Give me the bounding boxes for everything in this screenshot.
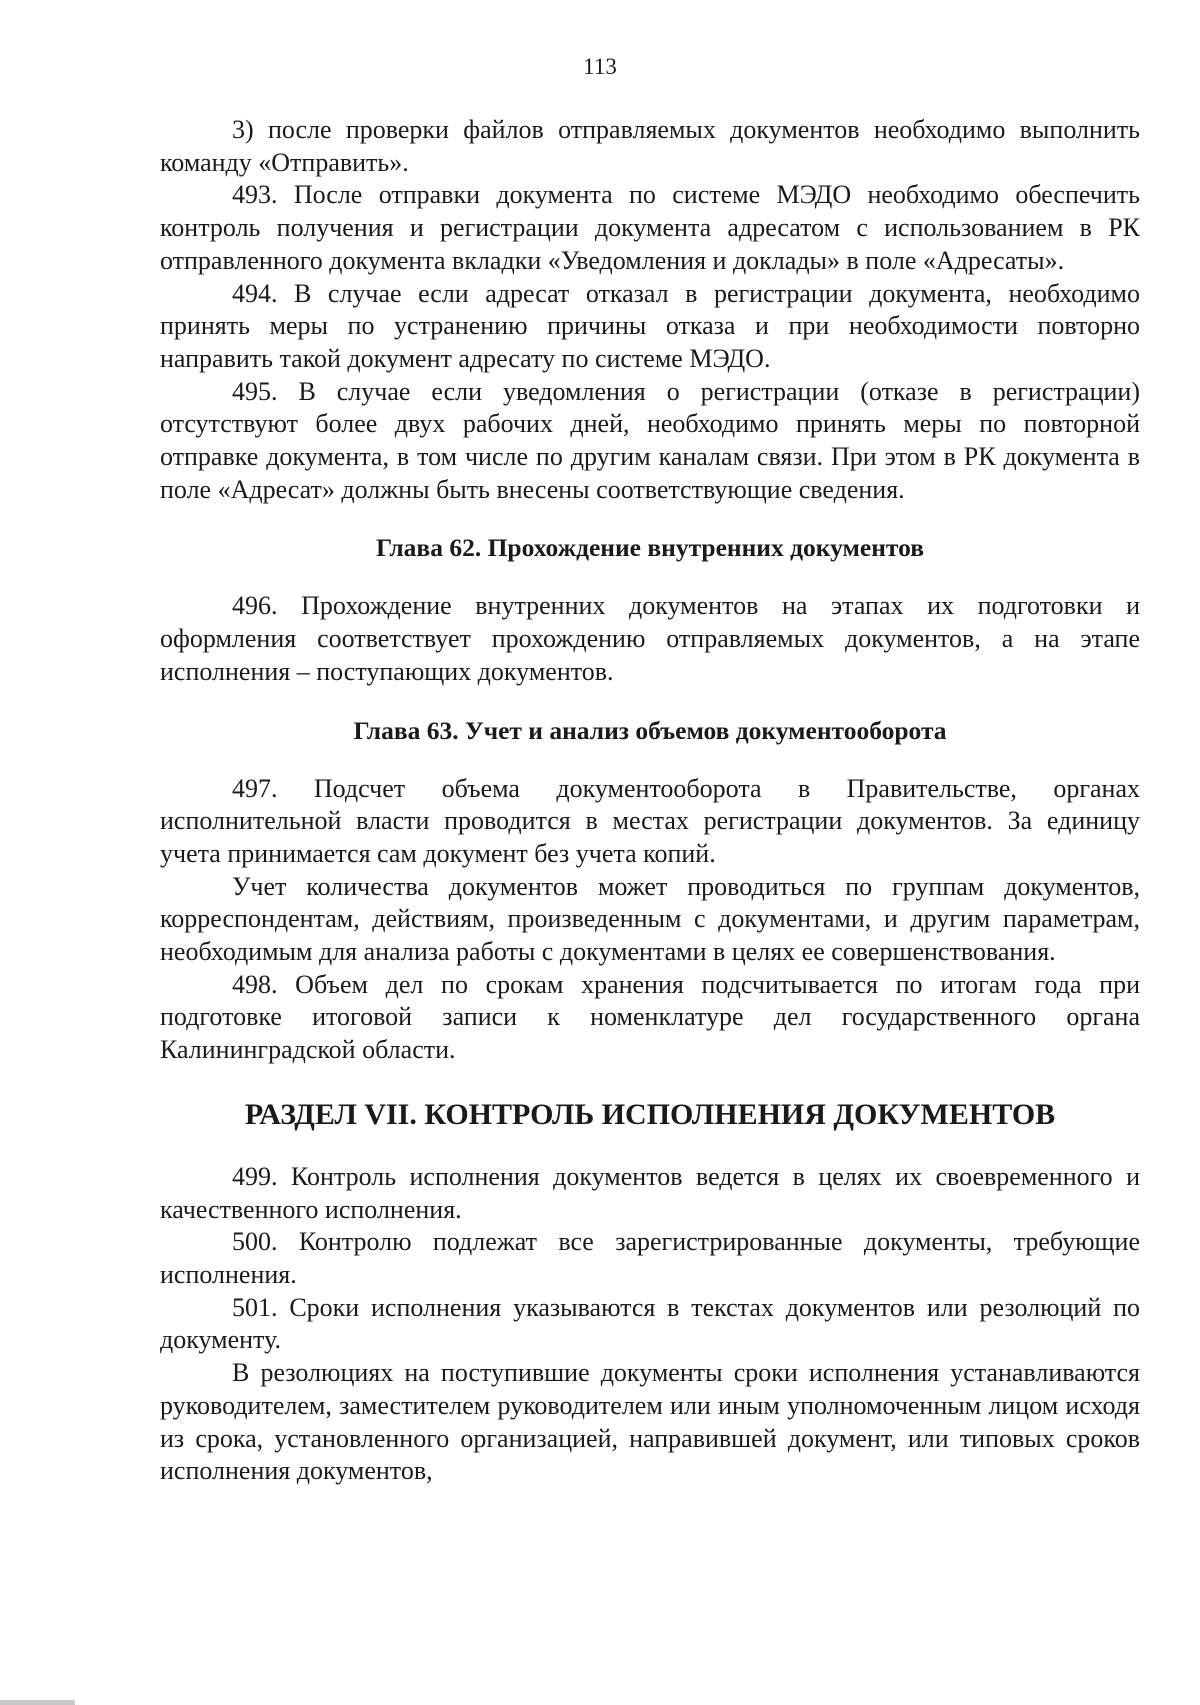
paragraph-item-3: 3) после проверки файлов отправляемых документов необходимо выполнить команду «Отправить». — [160, 115, 1140, 177]
paragraph-501-continued: В резолюциях на поступившие документы сроки исполнения устанавливаются руководителем, заместителем руководителем или иным уполномоченным лицом исходя из срока, установленного организацией, направившей документ, или типовых сроков исполнения документов, — [160, 1358, 1140, 1486]
paragraph-496: 496. Прохождение внутренних документов на этапах их подготовки и оформления соответствует прохождению отправляемых документов, а на этапе исполнения – поступающих документов. — [160, 591, 1140, 686]
section-7-heading: РАЗДЕЛ VII. КОНТРОЛЬ ИСПОЛНЕНИЯ ДОКУМЕНТОВ — [244, 1097, 1056, 1131]
paragraph-500: 500. Контролю подлежат все зарегистрированные документы, требующие исполнения. — [160, 1227, 1140, 1289]
page-number: 113 — [583, 54, 617, 79]
paragraph-494: 494. В случае если адресат отказал в регистрации документа, необходимо принять меры по устранению причины отказа и при необходимости повторно направить такой документ адресату по системе МЭДО. — [160, 278, 1140, 373]
paragraph-493: 493. После отправки документа по системе МЭДО необходимо обеспечить контроль получения и регистрации документа адресатом с использованием в РК отправленного документа вкладки «Уведомления и доклады» в поле «Адресаты». — [160, 180, 1140, 275]
document-body — [160, 114, 1140, 1488]
scan-edge-mark — [0, 1700, 75, 1705]
paragraph-499: 499. Контроль исполнения документов ведется в целях их своевременного и качественного исполнения. — [160, 1161, 1140, 1224]
paragraph-497: 497. Подсчет объема документооборота в Правительстве, органах исполнительной власти проводится в местах регистрации документов. За единицу учета принимается сам документ без учета копий. — [160, 773, 1140, 868]
paragraph-497-continued: Учет количества документов может проводиться по группам документов, корреспондентам, действиям, произведенным с документами, и другим параметрам, необходимым для анализа работы с документами в целях ее совершенствования. — [160, 871, 1140, 967]
paragraph-498: 498. Объем дел по срокам хранения подсчитывается по итогам года при подготовке итоговой записи к номенклатуре дел государственного органа Калининградской области. — [160, 969, 1140, 1065]
chapter-63-heading: Глава 63. Учет и анализ объемов документооборота — [353, 715, 947, 745]
paragraph-495: 495. В случае если уведомления о регистрации (отказе в регистрации) отсутствуют более двух рабочих дней, необходимо принять меры по повторной отправке документа, в том числе по другим каналам связи. При этом в РК документа в поле «Адресат» должны быть внесены соответствующие сведения. — [160, 376, 1140, 504]
chapter-62-heading: Глава 62. Прохождение внутренних документов — [376, 533, 924, 563]
paragraph-501: 501. Сроки исполнения указываются в текстах документов или резолюций по документу. — [160, 1292, 1140, 1355]
